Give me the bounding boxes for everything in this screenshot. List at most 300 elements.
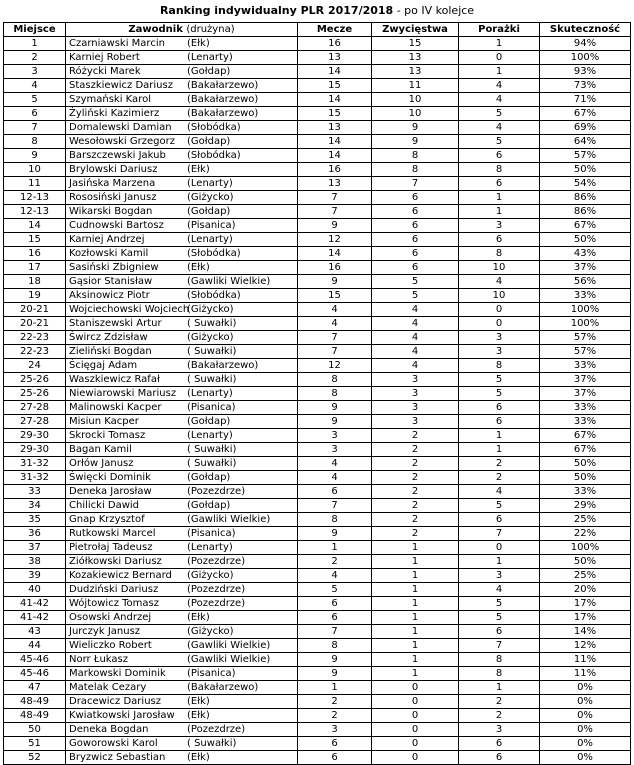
cell-wins: 9: [372, 135, 459, 149]
cell-eff: 11%: [540, 667, 631, 681]
player-name: Święcki Dominik: [69, 472, 151, 483]
cell-player: [66, 289, 298, 303]
cell-losses: 4: [459, 121, 540, 135]
table-row: [4, 317, 631, 331]
cell-losses: 3: [459, 723, 540, 737]
player-name: Bagan Kamil: [69, 444, 132, 455]
cell-matches: 2: [298, 555, 372, 569]
table-row: [4, 121, 631, 135]
player-team: (Pisanica): [187, 668, 236, 679]
table-row: [4, 331, 631, 345]
cell-matches: 9: [298, 667, 372, 681]
cell-wins: 13: [372, 51, 459, 65]
cell-matches: 7: [298, 345, 372, 359]
player-name: Wesołowski Grzegorz: [69, 136, 175, 147]
table-row: [4, 737, 631, 751]
cell-player: [66, 611, 298, 625]
cell-place: 44: [4, 639, 66, 653]
table-row: [4, 457, 631, 471]
cell-eff: 17%: [540, 611, 631, 625]
cell-eff: 33%: [540, 485, 631, 499]
table-row: [4, 499, 631, 513]
cell-place: 7: [4, 121, 66, 135]
cell-matches: 9: [298, 401, 372, 415]
player-team: (Lenarty): [187, 388, 233, 399]
player-name: Niewiarowski Mariusz: [69, 388, 177, 399]
cell-wins: 2: [372, 485, 459, 499]
player-team: (Słobódka): [187, 248, 241, 259]
player-team: ( Suwałki): [187, 346, 237, 357]
cell-place: 41-42: [4, 597, 66, 611]
cell-eff: 25%: [540, 569, 631, 583]
cell-wins: 4: [372, 359, 459, 373]
table-row: [4, 611, 631, 625]
table-row: [4, 527, 631, 541]
player-name: Aksinowicz Piotr: [69, 290, 150, 301]
cell-losses: 1: [459, 191, 540, 205]
player-team: (Gołdap): [187, 472, 231, 483]
header-matches: Mecze: [298, 23, 372, 37]
player-name: Wieliczko Robert: [69, 640, 152, 651]
player-name: Deneka Bogdan: [69, 724, 149, 735]
cell-losses: 4: [459, 485, 540, 499]
cell-wins: 6: [372, 205, 459, 219]
cell-player: [66, 513, 298, 527]
player-name: Wikarski Bogdan: [69, 206, 153, 217]
header-eff: Skuteczność: [540, 23, 631, 37]
player-team: (Giżycko): [187, 304, 234, 315]
cell-matches: 4: [298, 317, 372, 331]
cell-place: 9: [4, 149, 66, 163]
player-team: (Pozezdrze): [187, 556, 246, 567]
cell-eff: 50%: [540, 555, 631, 569]
cell-matches: 13: [298, 121, 372, 135]
player-team: (Bakałarzewo): [187, 682, 259, 693]
cell-losses: 2: [459, 457, 540, 471]
cell-matches: 3: [298, 723, 372, 737]
cell-player: [66, 541, 298, 555]
player-name: Brylowski Dariusz: [69, 164, 158, 175]
player-team: (Bakałarzewo): [187, 108, 259, 119]
cell-losses: 0: [459, 51, 540, 65]
cell-player: [66, 359, 298, 373]
player-name: Śwircz Zdzisław: [69, 332, 148, 343]
ranking-table: [3, 22, 631, 765]
cell-losses: 1: [459, 443, 540, 457]
cell-eff: 100%: [540, 303, 631, 317]
cell-wins: 2: [372, 457, 459, 471]
cell-player: [66, 121, 298, 135]
header-wins: Zwycięstwa: [372, 23, 459, 37]
cell-eff: 100%: [540, 51, 631, 65]
table-row: [4, 163, 631, 177]
cell-wins: 10: [372, 93, 459, 107]
player-team: (Giżycko): [187, 570, 234, 581]
player-team: (Ełk): [187, 710, 210, 721]
cell-matches: 6: [298, 611, 372, 625]
cell-eff: 22%: [540, 527, 631, 541]
cell-place: 31-32: [4, 471, 66, 485]
cell-losses: 5: [459, 373, 540, 387]
cell-matches: 8: [298, 387, 372, 401]
cell-matches: 5: [298, 583, 372, 597]
cell-wins: 0: [372, 695, 459, 709]
cell-wins: 6: [372, 191, 459, 205]
player-team: (Lenarty): [187, 178, 233, 189]
cell-place: 15: [4, 233, 66, 247]
cell-wins: 1: [372, 653, 459, 667]
player-team: (Pisanica): [187, 402, 236, 413]
player-name: Kozakiewicz Bernard: [69, 570, 172, 581]
cell-wins: 4: [372, 345, 459, 359]
cell-player: [66, 135, 298, 149]
cell-wins: 8: [372, 163, 459, 177]
player-name: Zieliński Bogdan: [69, 346, 152, 357]
player-name: Cudnowski Bartosz: [69, 220, 164, 231]
cell-matches: 2: [298, 709, 372, 723]
cell-eff: 37%: [540, 387, 631, 401]
cell-eff: 33%: [540, 401, 631, 415]
player-team: (Gawliki Wielkie): [187, 514, 271, 525]
cell-losses: 2: [459, 695, 540, 709]
cell-player: [66, 79, 298, 93]
cell-player: [66, 191, 298, 205]
player-team: (Ełk): [187, 38, 210, 49]
player-name: Jurczyk Janusz: [69, 626, 141, 637]
cell-wins: 6: [372, 261, 459, 275]
player-name: Waszkiewicz Rafał: [69, 374, 160, 385]
cell-player: [66, 737, 298, 751]
cell-player: [66, 583, 298, 597]
player-team: (Słobódka): [187, 122, 241, 133]
cell-eff: 50%: [540, 457, 631, 471]
cell-losses: 4: [459, 79, 540, 93]
player-name: Jasińska Marzena: [69, 178, 156, 189]
player-name: Różycki Marek: [69, 66, 141, 77]
cell-wins: 6: [372, 233, 459, 247]
player-team: (Lenarty): [187, 52, 233, 63]
cell-matches: 3: [298, 429, 372, 443]
cell-wins: 1: [372, 667, 459, 681]
player-name: Rososiński Janusz: [69, 192, 157, 203]
cell-wins: 3: [372, 387, 459, 401]
table-row: [4, 345, 631, 359]
cell-losses: 3: [459, 345, 540, 359]
cell-place: 20-21: [4, 303, 66, 317]
cell-eff: 33%: [540, 359, 631, 373]
player-name: Pietrołaj Tadeusz: [69, 542, 153, 553]
cell-player: [66, 303, 298, 317]
table-row: [4, 373, 631, 387]
header-player-team: (drużyna): [186, 24, 235, 35]
cell-eff: 86%: [540, 205, 631, 219]
player-team: (Gołdap): [187, 206, 231, 217]
player-team: (Gawliki Wielkie): [187, 276, 271, 287]
table-row: [4, 135, 631, 149]
player-team: (Giżycko): [187, 626, 234, 637]
player-team: (Pozezdrze): [187, 486, 246, 497]
table-row: [4, 219, 631, 233]
cell-place: 52: [4, 751, 66, 765]
cell-wins: 15: [372, 37, 459, 51]
cell-matches: 14: [298, 149, 372, 163]
cell-eff: 67%: [540, 429, 631, 443]
cell-wins: 0: [372, 681, 459, 695]
title-bold: Ranking indywidualny PLR 2017/2018: [159, 4, 394, 17]
cell-wins: 1: [372, 597, 459, 611]
player-name: Gąsior Stanisław: [69, 276, 153, 287]
table-row: [4, 485, 631, 499]
cell-eff: 29%: [540, 499, 631, 513]
cell-eff: 0%: [540, 681, 631, 695]
table-row: [4, 177, 631, 191]
cell-losses: 5: [459, 107, 540, 121]
cell-eff: 33%: [540, 289, 631, 303]
cell-losses: 0: [459, 541, 540, 555]
cell-losses: 10: [459, 261, 540, 275]
table-row: [4, 233, 631, 247]
cell-place: 8: [4, 135, 66, 149]
cell-player: [66, 597, 298, 611]
cell-losses: 6: [459, 401, 540, 415]
cell-wins: 2: [372, 513, 459, 527]
table-row: [4, 261, 631, 275]
cell-eff: 11%: [540, 653, 631, 667]
cell-eff: 14%: [540, 625, 631, 639]
cell-player: [66, 107, 298, 121]
cell-place: 1: [4, 37, 66, 51]
cell-player: [66, 429, 298, 443]
cell-eff: 57%: [540, 345, 631, 359]
cell-eff: 93%: [540, 65, 631, 79]
cell-losses: 5: [459, 135, 540, 149]
cell-place: 19: [4, 289, 66, 303]
player-name: Czarniawski Marcin: [69, 38, 165, 49]
cell-place: 11: [4, 177, 66, 191]
table-row: [4, 93, 631, 107]
cell-eff: 100%: [540, 317, 631, 331]
cell-player: [66, 247, 298, 261]
cell-place: 17: [4, 261, 66, 275]
cell-eff: 50%: [540, 471, 631, 485]
player-team: (Lenarty): [187, 234, 233, 245]
cell-wins: 5: [372, 289, 459, 303]
cell-player: [66, 653, 298, 667]
player-name: Dudziński Dariusz: [69, 584, 159, 595]
cell-wins: 3: [372, 401, 459, 415]
cell-losses: 8: [459, 247, 540, 261]
cell-place: 43: [4, 625, 66, 639]
cell-player: [66, 373, 298, 387]
cell-wins: 1: [372, 583, 459, 597]
cell-matches: 6: [298, 737, 372, 751]
cell-wins: 2: [372, 471, 459, 485]
cell-losses: 6: [459, 233, 540, 247]
cell-place: 25-26: [4, 387, 66, 401]
cell-place: 27-28: [4, 415, 66, 429]
cell-place: 24: [4, 359, 66, 373]
cell-losses: 8: [459, 667, 540, 681]
player-name: Osowski Andrzej: [69, 612, 152, 623]
table-row: [4, 205, 631, 219]
player-team: (Pozezdrze): [187, 584, 246, 595]
player-team: (Pisanica): [187, 220, 236, 231]
table-row: [4, 107, 631, 121]
cell-wins: 13: [372, 65, 459, 79]
player-name: Rutkowski Marcel: [69, 528, 156, 539]
player-team: ( Suwałki): [187, 318, 237, 329]
player-name: Ziółkowski Dariusz: [69, 556, 162, 567]
cell-losses: 6: [459, 415, 540, 429]
cell-place: 2: [4, 51, 66, 65]
player-name: Staszkiewicz Dariusz: [69, 80, 173, 91]
cell-eff: 94%: [540, 37, 631, 51]
cell-player: [66, 317, 298, 331]
cell-matches: 6: [298, 485, 372, 499]
player-team: (Ełk): [187, 752, 210, 763]
cell-matches: 16: [298, 261, 372, 275]
cell-wins: 8: [372, 149, 459, 163]
player-name: Wójtowicz Tomasz: [69, 598, 159, 609]
cell-eff: 56%: [540, 275, 631, 289]
cell-player: [66, 415, 298, 429]
player-name: Gnap Krzysztof: [69, 514, 145, 525]
cell-matches: 1: [298, 541, 372, 555]
player-team: (Ełk): [187, 262, 210, 273]
cell-player: [66, 65, 298, 79]
cell-eff: 0%: [540, 737, 631, 751]
header-place: Miejsce: [4, 23, 66, 37]
cell-eff: 86%: [540, 191, 631, 205]
table-row: [4, 667, 631, 681]
player-name: Sasiński Zbigniew: [69, 262, 159, 273]
cell-eff: 71%: [540, 93, 631, 107]
cell-eff: 100%: [540, 541, 631, 555]
title-rest: - po IV kolejce: [393, 4, 475, 17]
player-team: (Gołdap): [187, 66, 231, 77]
player-team: ( Suwałki): [187, 458, 237, 469]
cell-wins: 6: [372, 219, 459, 233]
table-row: [4, 443, 631, 457]
cell-player: [66, 723, 298, 737]
table-row: [4, 303, 631, 317]
cell-place: 33: [4, 485, 66, 499]
player-team: (Lenarty): [187, 430, 233, 441]
table-row: [4, 51, 631, 65]
cell-place: 29-30: [4, 429, 66, 443]
cell-matches: 6: [298, 751, 372, 765]
cell-eff: 50%: [540, 163, 631, 177]
cell-eff: 69%: [540, 121, 631, 135]
cell-player: [66, 387, 298, 401]
cell-place: 22-23: [4, 331, 66, 345]
cell-matches: 15: [298, 289, 372, 303]
cell-player: [66, 345, 298, 359]
cell-player: [66, 499, 298, 513]
cell-player: [66, 219, 298, 233]
cell-player: [66, 275, 298, 289]
cell-wins: 1: [372, 611, 459, 625]
cell-place: 45-46: [4, 667, 66, 681]
cell-matches: 4: [298, 471, 372, 485]
cell-losses: 8: [459, 359, 540, 373]
cell-eff: 43%: [540, 247, 631, 261]
cell-wins: 1: [372, 625, 459, 639]
cell-place: 22-23: [4, 345, 66, 359]
table-row: [4, 695, 631, 709]
cell-place: 16: [4, 247, 66, 261]
cell-matches: 9: [298, 527, 372, 541]
cell-losses: 6: [459, 737, 540, 751]
header-player-label: Zawodnik: [128, 24, 183, 35]
player-team: (Pozezdrze): [187, 598, 246, 609]
player-name: Staniszewski Artur: [69, 318, 162, 329]
player-name: Kozłowski Kamil: [69, 248, 149, 259]
cell-player: [66, 205, 298, 219]
player-name: Deneka Jarosław: [69, 486, 152, 497]
cell-place: 6: [4, 107, 66, 121]
table-row: [4, 513, 631, 527]
player-team: (Giżycko): [187, 332, 234, 343]
table-row: [4, 709, 631, 723]
cell-wins: 3: [372, 373, 459, 387]
cell-wins: 9: [372, 121, 459, 135]
cell-place: 45-46: [4, 653, 66, 667]
cell-place: 29-30: [4, 443, 66, 457]
cell-losses: 7: [459, 639, 540, 653]
cell-matches: 7: [298, 191, 372, 205]
player-team: ( Suwałki): [187, 444, 237, 455]
cell-wins: 2: [372, 429, 459, 443]
table-row: [4, 639, 631, 653]
player-name: Dracewicz Dariusz: [69, 696, 161, 707]
cell-wins: 2: [372, 499, 459, 513]
player-team: ( Suwałki): [187, 738, 237, 749]
cell-place: 27-28: [4, 401, 66, 415]
cell-player: [66, 527, 298, 541]
cell-eff: 50%: [540, 233, 631, 247]
cell-losses: 6: [459, 751, 540, 765]
cell-matches: 4: [298, 569, 372, 583]
player-team: (Gawliki Wielkie): [187, 654, 271, 665]
table-row: [4, 65, 631, 79]
cell-losses: 8: [459, 163, 540, 177]
cell-player: [66, 625, 298, 639]
cell-matches: 8: [298, 513, 372, 527]
cell-player: [66, 443, 298, 457]
player-name: Bryzwicz Sebastian: [69, 752, 166, 763]
player-team: (Pozezdrze): [187, 724, 246, 735]
cell-losses: 2: [459, 471, 540, 485]
cell-matches: 1: [298, 681, 372, 695]
page-title: [0, 0, 634, 22]
cell-player: [66, 331, 298, 345]
cell-wins: 11: [372, 79, 459, 93]
cell-matches: 8: [298, 639, 372, 653]
cell-matches: 4: [298, 457, 372, 471]
table-row: [4, 37, 631, 51]
table-row: [4, 429, 631, 443]
cell-matches: 8: [298, 373, 372, 387]
cell-losses: 4: [459, 583, 540, 597]
player-team: (Ełk): [187, 612, 210, 623]
cell-losses: 8: [459, 653, 540, 667]
player-name: Żyliński Kazimierz: [69, 108, 160, 119]
cell-matches: 2: [298, 695, 372, 709]
cell-wins: 10: [372, 107, 459, 121]
cell-eff: 33%: [540, 415, 631, 429]
player-team: ( Suwałki): [187, 374, 237, 385]
